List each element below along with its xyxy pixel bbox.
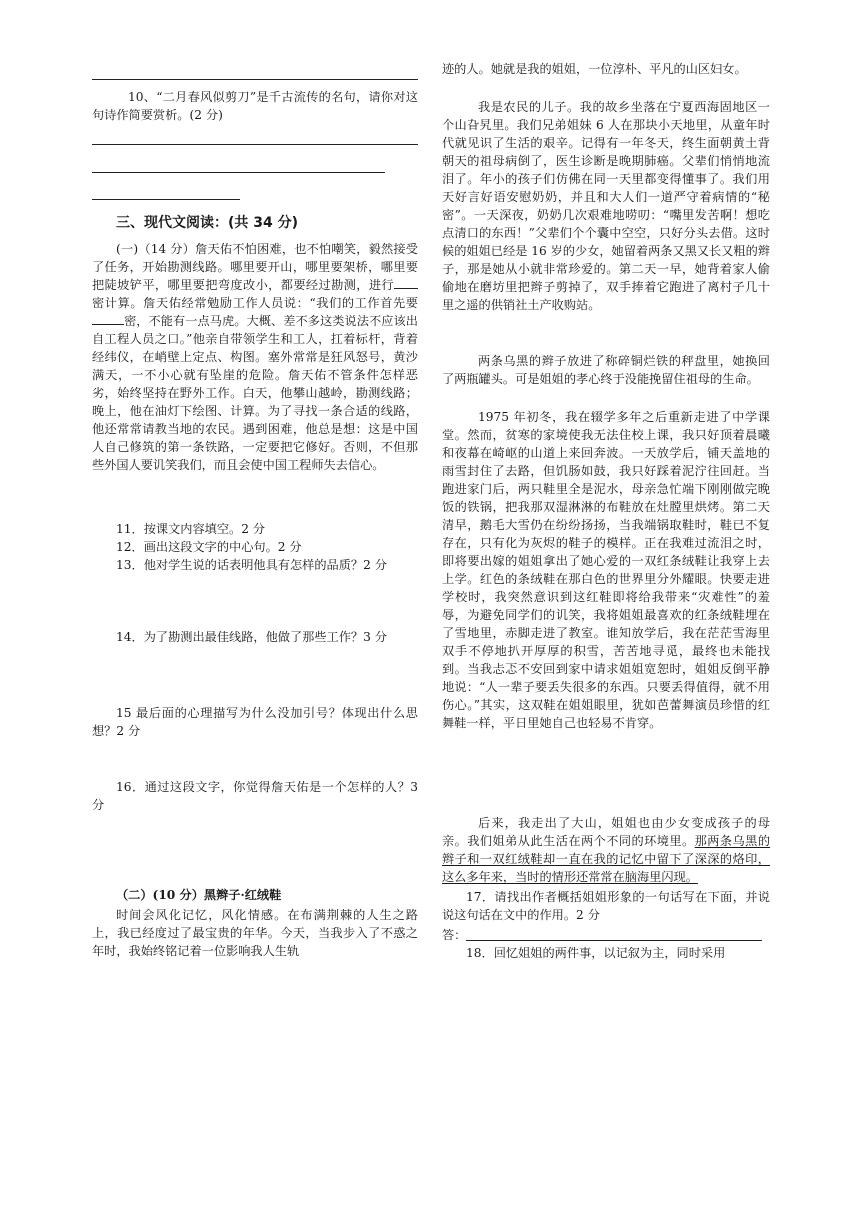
passage-2-p4: 后来，我走出了大山，姐姐也由少女变成孩子的母亲。我们姐弟从此生活在两个不同的环境里。那两条乌黑的辫子和一双红绒鞋却一直在我的记忆中留下了深深的烙印，这么多年来，当时的情形还常常在脑海里闪现。 — [442, 816, 771, 884]
passage-2-p1: 我是农民的儿子。我的故乡坐落在宁夏西海固地区一个山旮旯里。我们兄弟姐妹 6 人在那块小天地里，从童年时代就见识了生活的艰辛。记得有一年冬天，终生面朝黄土背朝天的祖母病倒了，医生诊断是晚期肺癌。父辈们悄悄地流泪了。年小的孩子们仿佛在同一天里都变得懂事了。我们用天好言好语安慰奶奶，并且和大人们一道严守着病情的“秘密”。一天深夜，奶奶几次艰难地唠叨：“嘴里发苦啊！想吃点清口的东西！”父辈们个个囊中空空，只好分头去借。这时候的姐姐已经是 16 岁的少女，她留着两条又黑又长又粗的辫子，那是她从小就非常珍爱的。第二天一早，她背着家人偷偷地在磨坊里把辫子剪掉了，双手捧着它跑进了离村子几十里之遥的供销社土产收购站。 — [442, 100, 770, 312]
question-14: 14．为了勘测出最佳线路，他做了那些工作？3 分 — [116, 630, 387, 644]
question-17-answer: 答： — [442, 926, 770, 944]
answer-line — [92, 144, 418, 145]
passage-2-p3: 1975 年初冬，我在辍学多年之后重新走进了中学课堂。然而，贫寒的家境使我无法住校上课，我只好顶着晨曦和夜幕在崎岖的山道上来回奔波。一天放学后，铺天盖地的雨雪封住了去路，但饥肠如鼓，我只好踩着泥泞往回赶。当跑进家门后，两只鞋里全是泥水，母亲急忙端下刚刚做完晚饭的铁锅，把我那双湿淋淋的布鞋放在灶膛里烘烤。第二天清早，鹅毛大雪仍在纷纷扬扬，当我端锅取鞋时，鞋已不复存在，只有化为灰烬的鞋子的模样。正在我难过流泪之时，即将要出嫁的姐姐拿出了她心爱的一双红条绒鞋让我穿上去上学。红色的条绒鞋在那白色的世界里分外耀眼。快要走进学校时，我突然意识到这红鞋即将给我带来“灾难性”的羞辱，为避免同学们的讥笑，我将姐姐最喜欢的红条绒鞋埋在了雪地里，赤脚走进了教室。谁知放学后，我在茫茫雪海里双手不停地扒开厚厚的积雪，苦苦地寻觅，最终也未能找到。当我忐忑不安回到家中请求姐姐宽恕时，姐姐反倒平静地说：“人一辈子要丢失很多的东西。只要丢得值得，就不用伤心。”其实，这双鞋在姐姐眼里，犹如芭蕾舞演员珍惜的红舞鞋一样，平日里她自己也轻易不肯穿。 — [442, 410, 770, 730]
answer-line — [92, 199, 240, 200]
passage-1: (一)（14 分）詹天佑不怕困难，也不怕嘲笑，毅然接受了任务，开始勘测线路。哪里要开山，哪里要架桥，哪里要把陡坡铲平，哪里要把弯度改小，都要经过勘测，进行密计算。詹天佑经常勉励工作人员说：“我们的工作首先要密，不能有一点马虎。大概、差不多这类说法不应该出自工程人员之口。”他亲自带领学生和工人，扛着标杆，背着经纬仪，在峭壁上定点、构图。塞外常常是狂风怒号，黄沙满天，一不小心就有坠崖的危险。詹天佑不管条件怎样恶劣，始终坚持在野外工作。白天，他攀山越岭，勘测线路；晚上，他在油灯下绘图、计算。为了寻找一条合适的线路，他还常常请教当地的农民。遇到困难，他总是想：这是中国人自己修筑的第一条铁路，一定要把它修好。否则，不但那些外国人要讥笑我们，而且会使中国工程师失去信心。 — [92, 242, 418, 472]
question-11: 11．按课文内容填空。2 分 — [116, 522, 266, 536]
question-15: 15 最后面的心理描写为什么没加引号？体现出什么思想？2 分 — [92, 706, 418, 738]
question-12: 12．画出这段文字的中心句。2 分 — [116, 540, 302, 554]
question-17: 17．请找出作者概括姐姐形象的一句话写在下面，并说说这句话在文中的作用。2 分 — [442, 890, 770, 922]
passage-2-heading: （二）(10 分）黑辫子·红绒鞋 — [116, 888, 282, 902]
answer-line — [92, 172, 385, 173]
section-heading: 三、现代文阅读：(共 34 分) — [116, 215, 299, 231]
passage-2-intro: 时间会风化记忆，风化情感。在布满荆棘的人生之路上，我已经度过了最宝贵的年华。今天，当我步入了不惑之年时，我始终铭记着一位影响我人生轨 — [92, 908, 418, 958]
underlined-sentence: 那两条乌黑的辫子和一双红绒鞋却一直在我的记忆中留下了深深的烙印，这么多年来，当时的情形还常常在脑海里闪现。 — [442, 834, 771, 884]
question-13: 13．他对学生说的话表明他具有怎样的品质？2 分 — [116, 558, 387, 572]
question-18: 18．回忆姐姐的两件事，以记叙为主，同时采用 — [466, 946, 726, 960]
answer-line[interactable] — [466, 928, 762, 941]
passage-2-p0: 迹的人。她就是我的姐姐，一位淳朴、平凡的山区妇女。 — [442, 62, 747, 76]
fill-blank[interactable] — [92, 324, 124, 325]
passage-2-p2: 两条乌黑的辫子放进了称碎铜烂铁的秤盘里，她换回了两瓶罐头。可是姐姐的孝心终于没能挽留住祖母的生命。 — [442, 354, 770, 386]
question-10: 10、“二月春风似剪刀”是千古流传的名句，请你对这句诗作简要赏析。(2 分) — [92, 90, 418, 122]
question-16: 16．通过这段文字，你觉得詹天佑是一个怎样的人？3 分 — [92, 780, 418, 812]
answer-line — [92, 79, 418, 80]
fill-blank[interactable] — [394, 288, 418, 289]
